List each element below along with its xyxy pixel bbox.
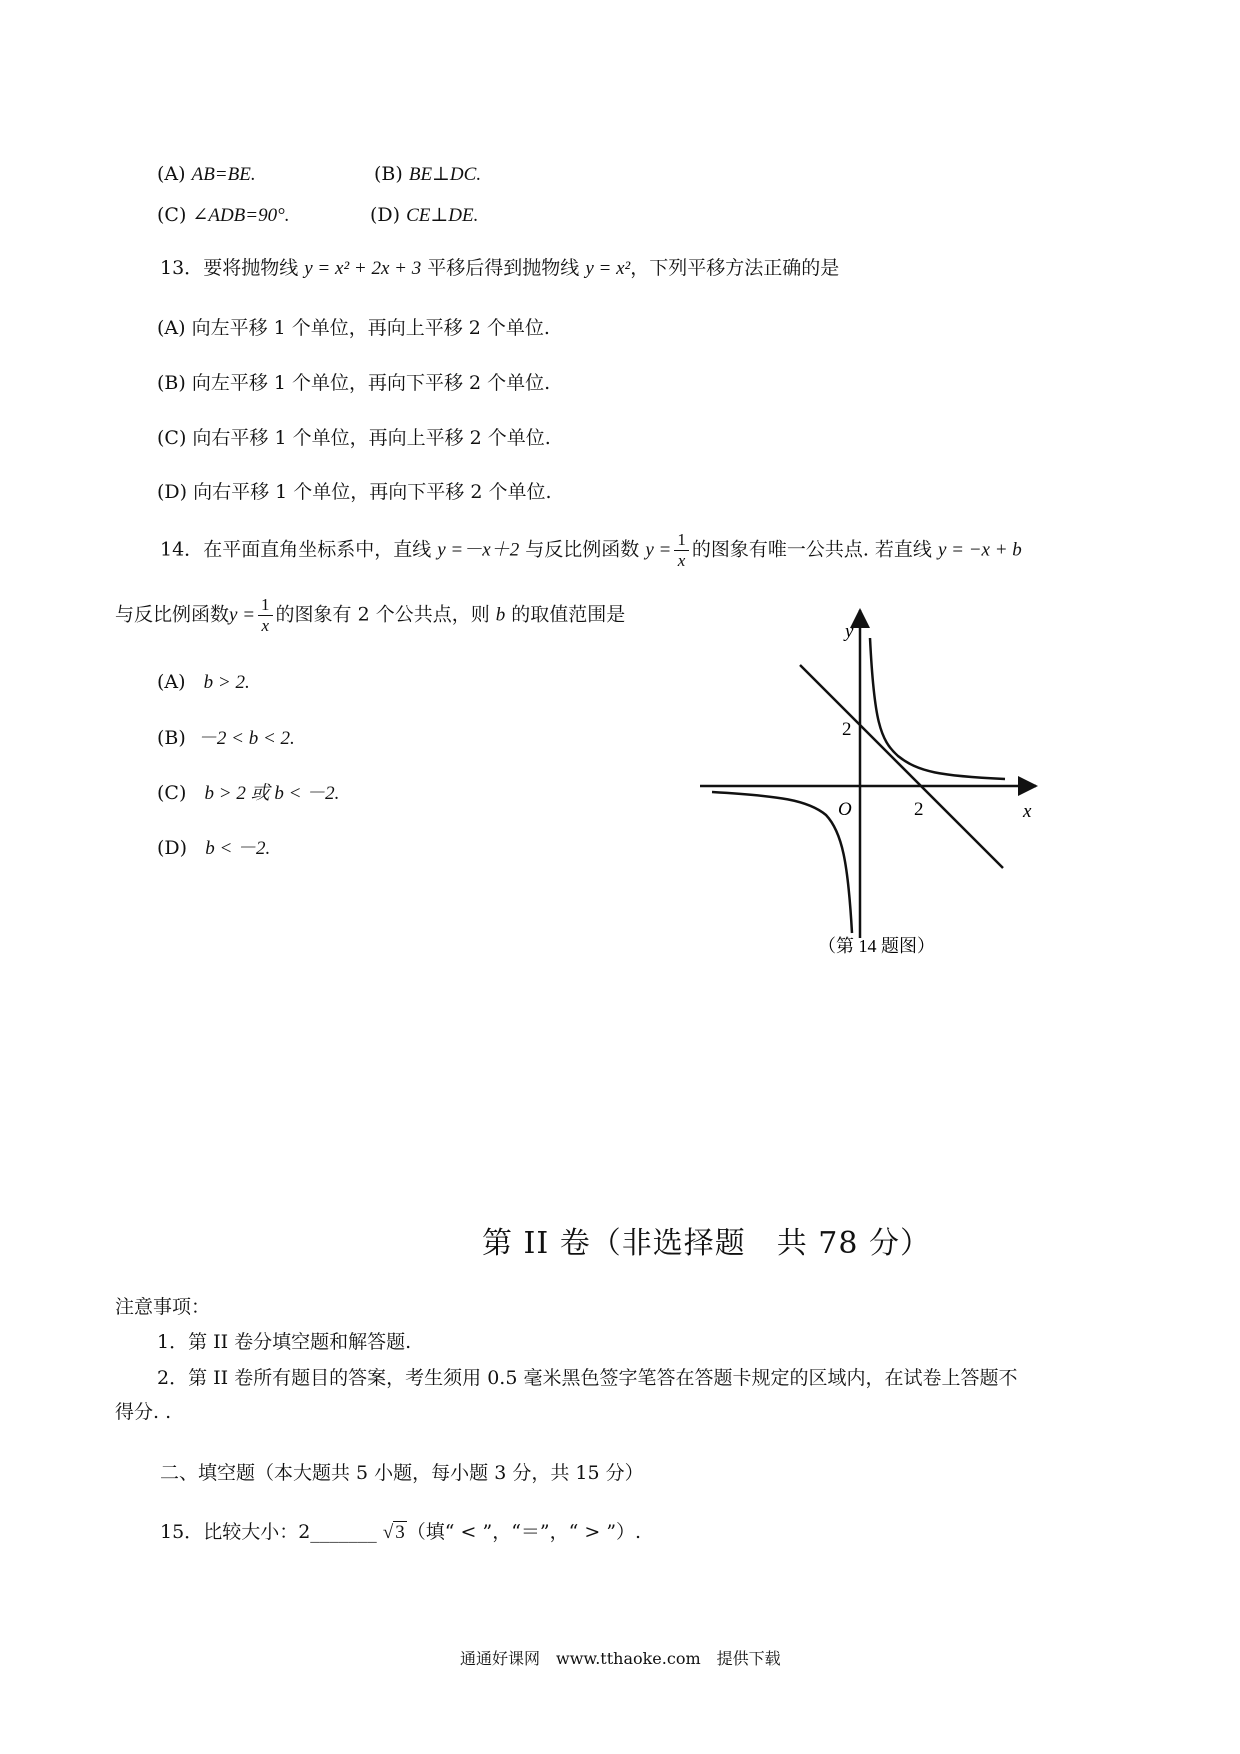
q13-option-a — [157, 316, 550, 340]
q13-text1: 要将抛物线 — [203, 257, 299, 279]
option-text: b > 2. — [203, 672, 250, 693]
question-number: 13． — [160, 257, 204, 279]
sqrt-radicand: 3 — [395, 1522, 405, 1543]
option-text: CE⊥DE. — [406, 205, 479, 226]
figure-caption: （第 14 题图） — [818, 936, 935, 956]
question-number: 14． — [160, 538, 204, 561]
q14-text2: 与反比例函数 — [525, 538, 640, 561]
option-text: 向右平移 1 个单位，再向下平移 2 个单位. — [193, 481, 552, 503]
option-text: AB=BE. — [191, 164, 256, 185]
q14-fraction — [674, 530, 689, 571]
q12-option-c — [157, 203, 289, 228]
q14-expr2: y = −x + b — [937, 539, 1022, 561]
q14-stem-line1 — [160, 530, 1022, 571]
fraction-numerator: 1 — [674, 530, 689, 551]
x-axis-label: x — [1023, 801, 1032, 822]
line-graph — [800, 665, 1003, 868]
q12-option-a — [157, 162, 256, 187]
q14-text5: 的图象有 2 个公共点，则 — [275, 603, 490, 626]
q13-text2: 平移后得到抛物线 — [427, 257, 580, 279]
q13-stem — [160, 256, 839, 281]
fraction-numerator: 1 — [258, 595, 273, 616]
q13-expr1: y = x² + 2x + 3 — [304, 258, 422, 279]
y-axis-label: y — [845, 621, 854, 642]
option-label: (A) — [157, 671, 186, 693]
option-label: (B) — [374, 163, 403, 185]
q13-option-b — [157, 371, 550, 395]
fraction-denominator: x — [677, 551, 686, 570]
option-text: BE⊥DC. — [408, 164, 482, 185]
q14-text1: 在平面直角坐标系中，直线 — [203, 538, 432, 561]
q14-stem-line2 — [115, 595, 625, 636]
q12-option-d — [370, 203, 478, 228]
q13-text3: ，下列平移方法正确的是 — [630, 257, 840, 279]
option-label: (B) — [157, 372, 186, 394]
q14-option-a — [157, 670, 250, 695]
q13-option-c — [157, 426, 551, 450]
q14-expr1: y =－x＋2 — [437, 539, 520, 561]
q15-stem — [160, 1520, 641, 1545]
q14-option-d — [157, 836, 270, 861]
q13-option-d — [157, 480, 552, 504]
x-tick-label: 2 — [914, 799, 924, 820]
hyperbola-branch-q1 — [870, 638, 1005, 779]
q15-answer-blank: _______ — [310, 1521, 377, 1543]
option-label: (A) — [157, 317, 186, 339]
hyperbola-branch-q3 — [712, 792, 852, 933]
sqrt-expression: √ 3 — [382, 1522, 405, 1543]
option-label: (C) — [157, 782, 187, 804]
option-label: (B) — [157, 727, 186, 749]
q14-option-b — [157, 726, 295, 751]
origin-label: O — [838, 799, 852, 820]
notice-item-2-cont: 得分. . — [115, 1401, 172, 1423]
option-text: b > 2 或 b < －2. — [204, 783, 340, 804]
q14-text3: 的图象有唯一公共点. 若直线 — [691, 538, 932, 561]
option-label: (D) — [370, 204, 401, 226]
q14-graph — [690, 600, 1060, 960]
q14-text4: 与反比例函数 — [115, 603, 230, 626]
option-label: (C) — [157, 427, 187, 449]
fraction-denominator: x — [261, 616, 270, 635]
option-text: ∠ADB=90°. — [192, 205, 290, 226]
q14-text6: 的取值范围是 — [511, 603, 626, 626]
option-text: b < －2. — [205, 838, 271, 859]
y-tick-label: 2 — [842, 719, 852, 740]
question-number: 15． — [160, 1521, 204, 1543]
option-label: (D) — [157, 837, 188, 859]
section2-heading: 二、填空题（本大题共 5 小题，每小题 3 分，共 15 分） — [160, 1462, 644, 1484]
q15-text2: （填“ < ”，“＝”，“ > ”）. — [406, 1521, 642, 1543]
notice-title: 注意事项： — [115, 1296, 211, 1318]
page-footer: 通通好课网 www.tthaoke.com 提供下载 — [460, 1649, 781, 1668]
part2-title: 第 II 卷（非选择题 共 78 分） — [482, 1226, 932, 1261]
q14-var-b: b — [495, 604, 506, 626]
notice-item-2: 2．第 II 卷所有题目的答案，考生须用 0.5 毫米黑色签字笔答在答题卡规定的区域内，在试卷上答题不 — [157, 1367, 1018, 1389]
notice-item-1: 1．第 II 卷分填空题和解答题. — [157, 1331, 412, 1353]
option-label: (D) — [157, 481, 188, 503]
option-text: 向左平移 1 个单位，再向下平移 2 个单位. — [191, 372, 551, 394]
q14-frac-lhs: y = — [645, 539, 672, 561]
q14-fraction-2 — [258, 595, 273, 636]
option-text: 向左平移 1 个单位，再向上平移 2 个单位. — [191, 317, 550, 339]
q14-option-c — [157, 781, 339, 806]
option-text: 向右平移 1 个单位，再向上平移 2 个单位. — [192, 427, 551, 449]
option-label: (A) — [157, 163, 186, 185]
q12-option-b — [374, 162, 481, 187]
option-text: －2 < b < 2. — [197, 728, 295, 749]
q13-expr2: y = x² — [585, 258, 631, 279]
q15-text1: 比较大小：2 — [203, 1521, 311, 1543]
q14-frac-lhs-2: y = — [229, 604, 256, 626]
option-label: (C) — [157, 204, 187, 226]
